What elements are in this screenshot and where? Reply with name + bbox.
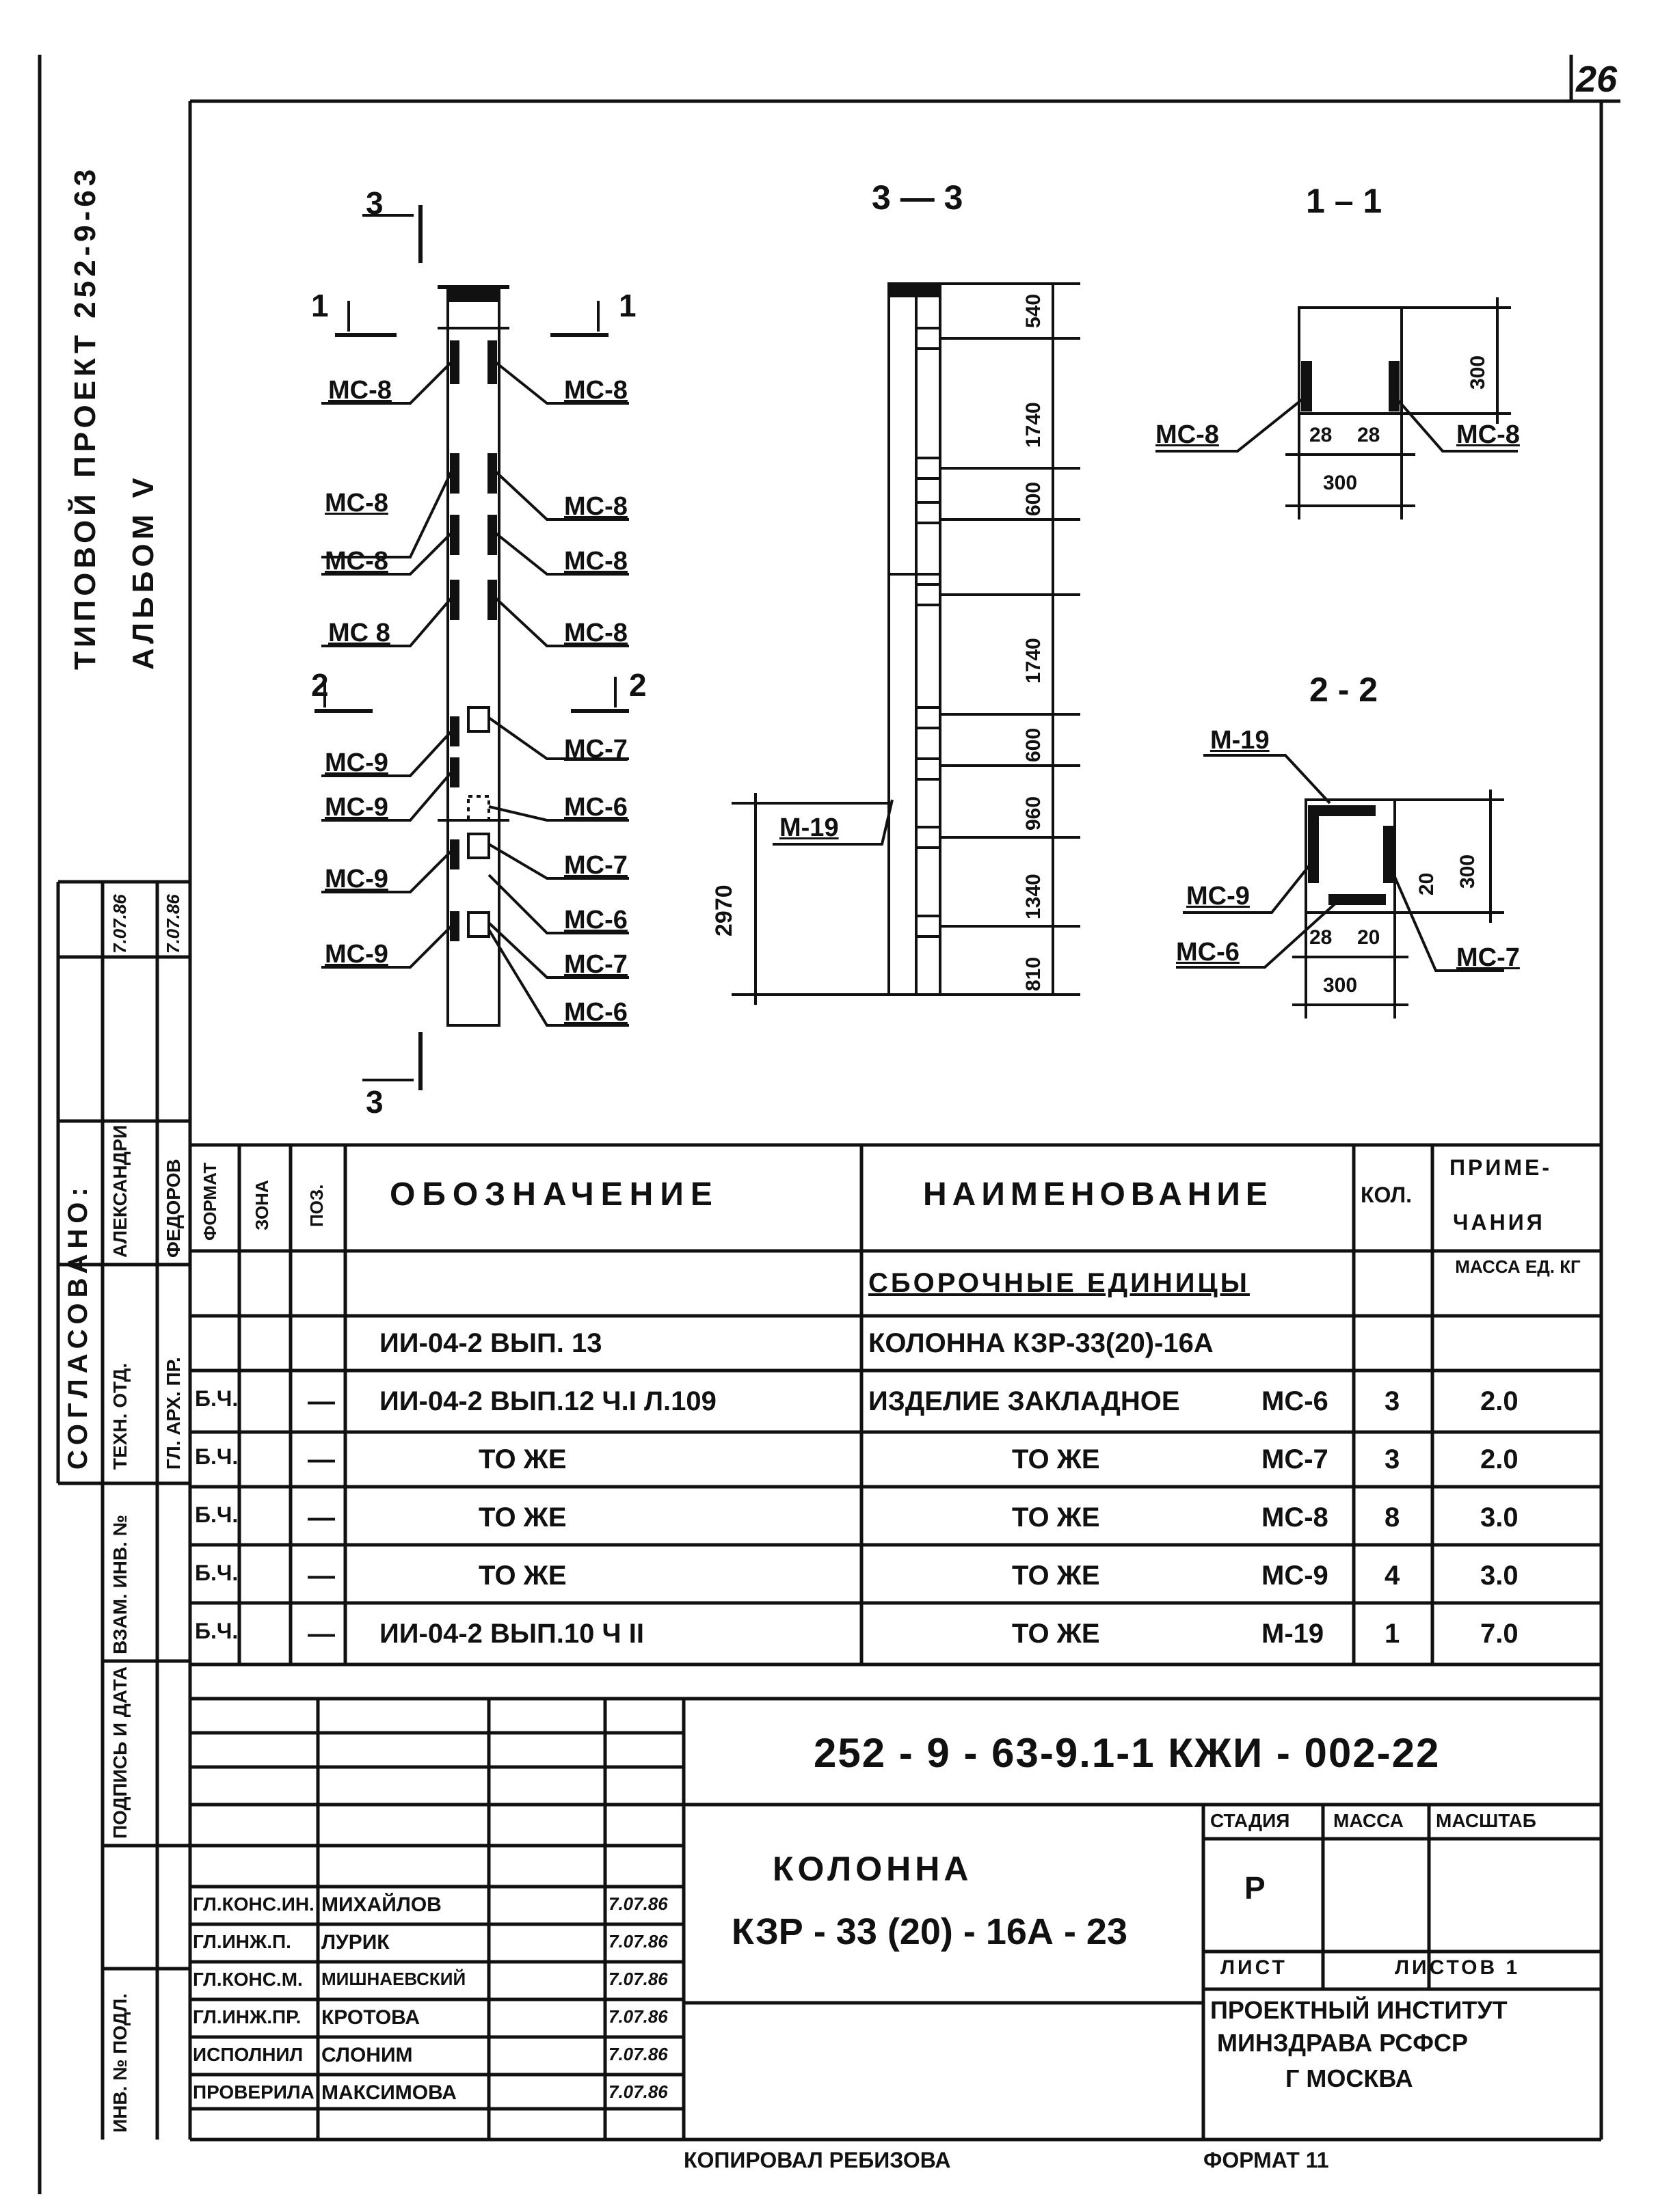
signer-role: ПРОВЕРИЛА	[193, 2081, 315, 2103]
drawing-code: 252 - 9 - 63-9.1-1 КЖИ - 002-22	[814, 1730, 1441, 1776]
footer-format: ФОРМАТ 11	[1203, 2148, 1329, 2172]
elev-right-label: МС-6	[564, 906, 628, 934]
spec-row-5-designation: ИИ-04-2 ВЫП.10 Ч II	[379, 1619, 644, 1649]
sheet-label: ЛИСТ	[1220, 1956, 1287, 1979]
section-11-dim-28b: 28	[1357, 424, 1380, 446]
spec-row-1-mark: МС-6	[1261, 1386, 1328, 1416]
section-22-label-mc7: МС-7	[1456, 943, 1520, 972]
agreement-name-2: ФЕДОРОВ	[163, 1159, 184, 1258]
section-22-label-m19: М-19	[1210, 726, 1270, 755]
signer-date: 7.07.86	[609, 1969, 668, 1989]
spec-header-format: ФОРМАТ	[200, 1162, 220, 1241]
elev-left-label: МС-8	[325, 489, 388, 517]
spec-row-5-qty: 1	[1385, 1619, 1400, 1649]
section-33-dim: 540	[1022, 293, 1045, 328]
footer-copied-by: КОПИРОВАЛ РЕБИЗОВА	[684, 2148, 951, 2172]
elev-left-label: МС-9	[325, 940, 388, 969]
spec-row-2-qty: 3	[1385, 1444, 1400, 1474]
strip-inv-replace: ВЗАМ. ИНВ. №	[109, 1515, 131, 1654]
signer-date: 7.07.86	[609, 2044, 668, 2064]
section-22-dim-28: 28	[1309, 926, 1333, 949]
signer-role: ИСПОЛНИЛ	[193, 2044, 304, 2065]
section-mark-2-right: 2	[629, 667, 647, 703]
section-33-dim: 1740	[1022, 402, 1045, 448]
agreement-role-1: ТЕХН. ОТД.	[109, 1362, 131, 1470]
section-22-dim-height: 300	[1456, 854, 1479, 889]
spec-row-1-name: ИЗДЕЛИЕ ЗАКЛАДНОЕ	[868, 1386, 1180, 1416]
section-mark-3-top: 3	[366, 185, 384, 221]
elev-right-label: МС-8	[564, 619, 628, 647]
agreement-date-1: 7.07.86	[109, 894, 130, 954]
spec-row-0-name: КОЛОННА КЗР-33(20)-16А	[868, 1328, 1214, 1358]
section-22-label-mc6: МС-6	[1176, 938, 1240, 967]
section-22-dim-20a: 20	[1415, 872, 1438, 895]
spec-header-pos: ПОЗ.	[306, 1184, 327, 1227]
scale-label: МАСШТАБ	[1436, 1810, 1536, 1831]
spec-row-4-qty: 4	[1385, 1561, 1400, 1591]
drawing-name-line1: КОЛОННА	[773, 1850, 973, 1888]
section-33-dim: 600	[1022, 727, 1045, 762]
section-33-dim: 600	[1022, 481, 1045, 516]
section-22-title: 2 - 2	[1309, 671, 1378, 709]
signer-role: ГЛ.ИНЖ.ПР.	[193, 2006, 302, 2027]
signer-role: ГЛ.КОНС.ИН.	[193, 1893, 315, 1915]
org-line2: МИНЗДРАВА РСФСР	[1217, 2029, 1468, 2057]
spec-header-name: НАИМЕНОВАНИЕ	[923, 1176, 1273, 1213]
spec-unit-mass: МАССА ЕД. КГ	[1455, 1256, 1581, 1277]
section-mark-2-left: 2	[311, 667, 329, 703]
stage-value: Р	[1244, 1870, 1266, 1906]
spec-row-5-mark: М-19	[1261, 1619, 1324, 1649]
spec-row-4-designation: ТО ЖЕ	[479, 1561, 567, 1591]
spec-row-1-pos: —	[308, 1386, 335, 1416]
section-33-dim: 1340	[1022, 874, 1045, 919]
spec-header-zone: ЗОНА	[252, 1180, 272, 1230]
spec-header-notes-2: ЧАНИЯ	[1453, 1210, 1545, 1235]
spec-row-1-designation: ИИ-04-2 ВЫП.12 Ч.I Л.109	[379, 1386, 717, 1416]
elev-right-label: МС-7	[564, 735, 628, 764]
elev-right-label: МС-8	[564, 376, 628, 405]
spec-row-1-note: 2.0	[1480, 1386, 1519, 1416]
spec-row-0-designation: ИИ-04-2 ВЫП. 13	[379, 1328, 602, 1358]
sheet-number: 26	[1576, 59, 1618, 100]
section-11-label-right: МС-8	[1456, 420, 1520, 449]
section-11-title: 1 – 1	[1306, 182, 1382, 220]
signer-name: МИХАЙЛОВ	[321, 1893, 442, 1916]
spec-row-3-note: 3.0	[1480, 1502, 1519, 1533]
spec-row-4-pos: —	[308, 1561, 335, 1591]
project-title-vertical: ТИПОВОЙ ПРОЕКТ 252-9-63	[68, 165, 102, 670]
elev-left-label: МС-9	[325, 748, 388, 777]
sheets-label: ЛИСТОВ 1	[1395, 1956, 1521, 1979]
section-mark-1-left: 1	[311, 288, 329, 323]
elev-right-label: МС-8	[564, 492, 628, 521]
spec-row-4-name: ТО ЖЕ	[1012, 1561, 1100, 1591]
spec-row-2-designation: ТО ЖЕ	[479, 1444, 567, 1474]
elev-right-label: МС-8	[564, 547, 628, 576]
stage-label: СТАДИЯ	[1210, 1810, 1290, 1831]
spec-row-5-note: 7.0	[1480, 1619, 1519, 1649]
section-22-dim-20b: 20	[1357, 926, 1380, 949]
elev-left-label: МС-9	[325, 793, 388, 822]
elev-right-label: МС-7	[564, 851, 628, 880]
agreement-title: СОГЛАСОВАНО:	[63, 1182, 93, 1470]
section-22-label-mc9: МС-9	[1186, 882, 1250, 911]
spec-row-3-designation: ТО ЖЕ	[479, 1502, 567, 1533]
elev-left-label: МС-8	[328, 376, 392, 405]
spec-row-3-qty: 8	[1385, 1502, 1400, 1533]
spec-header-qty: КОЛ.	[1361, 1183, 1412, 1207]
album-label-vertical: АЛЬБОМ V	[126, 474, 160, 670]
signer-name: СЛОНИМ	[321, 2044, 413, 2066]
spec-row-2-format: Б.Ч.	[195, 1444, 239, 1469]
strip-sign-date: ПОДПИСЬ И ДАТА	[109, 1666, 131, 1839]
section-33-title: 3 — 3	[872, 178, 963, 217]
spec-row-2-note: 2.0	[1480, 1444, 1519, 1474]
spec-row-5-name: ТО ЖЕ	[1012, 1619, 1100, 1649]
elev-left-label: МС 8	[328, 619, 390, 647]
section-11-dim-28a: 28	[1309, 424, 1333, 446]
spec-section-title: СБОРОЧНЫЕ ЕДИНИЦЫ	[868, 1268, 1250, 1298]
signer-name: МИШНАЕВСКИЙ	[321, 1969, 466, 1989]
signer-role: ГЛ.ИНЖ.П.	[193, 1931, 291, 1952]
spec-row-4-format: Б.Ч.	[195, 1561, 239, 1585]
spec-row-4-note: 3.0	[1480, 1561, 1519, 1591]
section-22-dim-width: 300	[1323, 974, 1358, 997]
section-33-dim: 960	[1022, 796, 1045, 831]
elev-left-label: МС-8	[325, 547, 388, 576]
spec-row-5-format: Б.Ч.	[195, 1619, 239, 1643]
section-11-dim-width: 300	[1323, 472, 1358, 494]
section-mark-3-bottom: 3	[366, 1084, 384, 1120]
section-mark-1-right: 1	[619, 288, 637, 323]
drawing-name-line2: КЗР - 33 (20) - 16А - 23	[732, 1911, 1127, 1952]
signer-date: 7.07.86	[609, 2081, 668, 2102]
spec-row-1-format: Б.Ч.	[195, 1386, 239, 1411]
signer-name: МАКСИМОВА	[321, 2081, 457, 2104]
signer-name: ЛУРИК	[321, 1931, 390, 1954]
spec-row-5-pos: —	[308, 1619, 335, 1649]
signer-date: 7.07.86	[609, 1893, 668, 1914]
elev-right-label: МС-7	[564, 950, 628, 979]
spec-header-notes-1: ПРИМЕ-	[1449, 1155, 1552, 1180]
spec-row-2-pos: —	[308, 1444, 335, 1474]
spec-row-2-name: ТО ЖЕ	[1012, 1444, 1100, 1474]
spec-row-3-name: ТО ЖЕ	[1012, 1502, 1100, 1533]
section-33-dim: 810	[1022, 956, 1045, 991]
section-11-dim-height: 300	[1467, 355, 1489, 390]
mass-label: МАССА	[1333, 1810, 1404, 1831]
section-33-height-dim: 2970	[711, 885, 737, 936]
org-line3: Г МОСКВА	[1285, 2064, 1413, 2092]
signer-role: ГЛ.КОНС.М.	[193, 1969, 303, 1990]
spec-row-3-format: Б.Ч.	[195, 1502, 239, 1527]
agreement-date-2: 7.07.86	[163, 894, 183, 954]
spec-row-4-mark: МС-9	[1261, 1561, 1328, 1591]
signer-name: КРОТОВА	[321, 2006, 420, 2029]
elev-right-label: МС-6	[564, 793, 628, 822]
elev-right-label: МС-6	[564, 998, 628, 1027]
agreement-name-1: АЛЕКСАНДРИ	[109, 1124, 131, 1258]
spec-row-2-mark: МС-7	[1261, 1444, 1328, 1474]
section-33-label-m19: М-19	[779, 813, 839, 842]
section-33-dim: 1740	[1022, 638, 1045, 684]
spec-row-1-qty: 3	[1385, 1386, 1400, 1416]
section-11-label-left: МС-8	[1155, 420, 1219, 449]
agreement-role-2: ГЛ. АРХ. ПР.	[163, 1357, 184, 1470]
strip-inv-orig: ИНВ. № ПОДЛ.	[109, 1993, 131, 2133]
spec-row-3-mark: МС-8	[1261, 1502, 1328, 1533]
spec-header-designation: ОБОЗНАЧЕНИЕ	[390, 1176, 719, 1213]
signer-date: 7.07.86	[609, 1931, 668, 1952]
elev-left-label: МС-9	[325, 865, 388, 893]
spec-row-3-pos: —	[308, 1502, 335, 1533]
org-line1: ПРОЕКТНЫЙ ИНСТИТУТ	[1210, 1996, 1508, 2024]
signer-date: 7.07.86	[609, 2006, 668, 2027]
